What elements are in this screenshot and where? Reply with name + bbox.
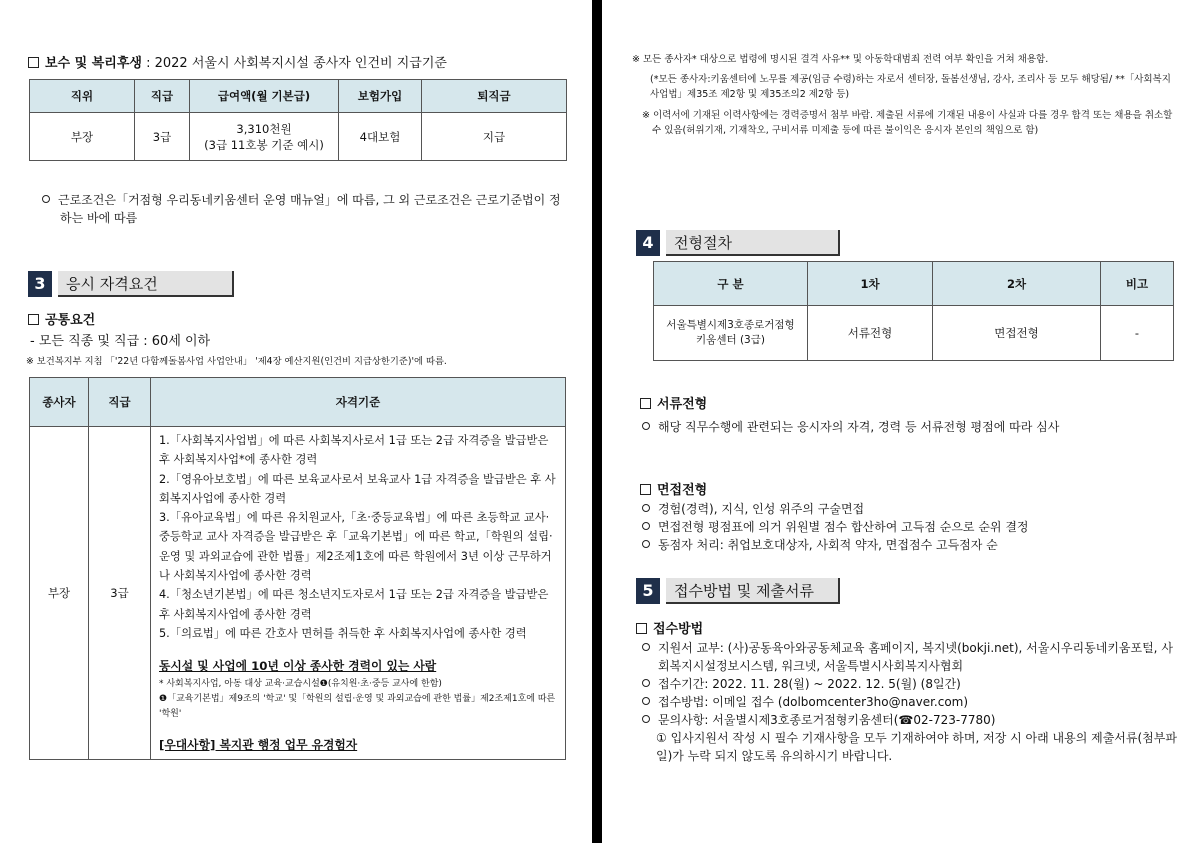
pay-severance: 지급 [422, 113, 567, 161]
note-line: (*모든 종사자:키움센터에 노무를 제공(임금 수령)하는 자로서 센터장, 돌봄선생님, 강사, 조리사 등 모두 해당됨/ **「사회복지사업법」제35조 제2항 및 제35조의2 제2항 등) [650, 74, 1171, 100]
checkbox-square-icon [640, 484, 651, 495]
qual-header-cell: 직급 [89, 378, 151, 427]
qual-sub-note: * 사회복지사업, 아동 대상 교육·교습시설❶(유치원·초·중등 교사에 한함) [159, 678, 442, 689]
interview-line: 동점자 처리: 취업보호대상자, 사회적 약자, 면접점수 고득점자 순 [642, 536, 1029, 554]
common-req-line: - 모든 직종 및 직급 : 60세 이하 [30, 334, 211, 349]
qual-grade: 3급 [89, 427, 151, 760]
pay-header-cell: 직급 [135, 80, 190, 113]
checkbox-square-icon [636, 623, 647, 634]
proc-header-cell: 구 분 [654, 262, 808, 306]
bullet-circle-icon [42, 195, 50, 203]
right-page [602, 0, 1200, 843]
bullet-circle-icon [642, 422, 650, 430]
pay-table [29, 79, 567, 161]
proc-note: - [1101, 306, 1174, 361]
pay-salary: 3,310천원 (3급 11호봉 기준 예시) [190, 113, 339, 161]
qual-criteria [151, 427, 566, 760]
left-page [0, 0, 592, 843]
checkbox-square-icon [28, 314, 39, 325]
doc-screen-line: 해당 직무수행에 관련되는 응시자의 자격, 경력 등 서류전형 평점에 따라 심사 [642, 418, 1059, 436]
qual-header-cell: 종사자 [30, 378, 89, 427]
receipt-line: 접수방법: 이메일 접수 (dolbomcenter3ho@naver.com) [642, 693, 1178, 711]
receipt-lines [642, 639, 1178, 765]
procedure-table [653, 261, 1174, 361]
receipt-line: 문의사항: 서울별시제3호종로거점형키움센터(☎02-723-7780) [642, 711, 1178, 729]
bullet-circle-icon [642, 679, 650, 687]
pay-grade: 3급 [135, 113, 190, 161]
note-line: ※ 이력서에 기재된 이력사항에는 경력증명서 첨부 바람. 제출된 서류에 기재된 내용이 사실과 다를 경우 합격 또는 채용을 취소할 수 있음(허위기재, 기재착오, 구비서류 미제출 등에 따른 불이익은 응시자 본인의 책임으로 함) [642, 110, 1173, 136]
common-req-note: ※ 보건복지부 지침 「'22년 다함께돌봄사업 사업안내」 '제4장 예산지원(인건비 지급상한기준)'에 따름. [26, 356, 447, 367]
work-note: 근로조건은「거점형 우리동네키움센터 운영 매뉴얼」에 따름, 그 외 근로조건은 근로기준법이 정하는 바에 따름 [42, 191, 568, 227]
qual-sub-note: ❶「교육기본법」제9조의 '학교' 및「학원의 설립·운영 및 과외교습에 관한 법률」제2조제1호에 따른 '학원' [159, 693, 556, 719]
bullet-circle-icon [642, 715, 650, 723]
bullet-circle-icon [642, 540, 650, 548]
pay-header-cell: 보험가입 [339, 80, 422, 113]
receipt-label: 접수방법 [636, 618, 703, 637]
pay-header-cell: 퇴직금 [422, 80, 567, 113]
interview-line: 경험(경력), 지식, 인성 위주의 구술면접 [642, 500, 1029, 518]
bullet-circle-icon [642, 522, 650, 530]
pay-header-cell: 급여액(월 기본급) [190, 80, 339, 113]
common-req-label: 공통요건 [28, 309, 95, 328]
proc-header-cell: 1차 [808, 262, 933, 306]
qual-item: 5.「의료법」에 따른 간호사 면허를 취득한 후 사회복지사업에 종사한 경력 [159, 626, 527, 640]
interview-line: 면접전형 평점표에 의거 위원별 점수 합산하여 고득점 순으로 순위 결정 [642, 518, 1029, 536]
section4-number: 4 [636, 230, 660, 256]
proc-first: 서류전형 [808, 306, 933, 361]
qualification-table [29, 377, 566, 760]
note-line: ※ 모든 종사자* 대상으로 법령에 명시된 결격 사유** 및 아동학대범죄 전력 여부 확인을 거쳐 채용함. [632, 54, 1049, 65]
checkbox-square-icon [640, 398, 651, 409]
interview-label: 면접전형 [640, 479, 707, 498]
proc-header-cell: 2차 [933, 262, 1101, 306]
receipt-sub: ① 입사지원서 작성 시 필수 기재사항을 모두 기재하여야 하며, 저장 시 아래 내용의 제출서류(첨부파일)가 누락 되지 않도록 유의하시기 바랍니다. [656, 731, 1177, 763]
bullet-circle-icon [642, 504, 650, 512]
qual-position: 부장 [30, 427, 89, 760]
qual-emphasis: 동시설 및 사업에 10년 이상 종사한 경력이 있는 사람 [159, 659, 437, 674]
qual-item: 2.「영유아보호법」에 따른 보육교사로서 보육교사 1급 자격증을 발급받은 후 사회복지사업에 종사한 경력 [159, 472, 556, 505]
section5-title: 접수방법 및 제출서류 [666, 578, 840, 604]
bullet-circle-icon [642, 697, 650, 705]
qual-header-cell: 자격기준 [151, 378, 566, 427]
proc-org: 서울특별시제3호종로거점형 키움센터 (3급) [654, 306, 808, 361]
bullet-circle-icon [642, 643, 650, 651]
doc-screen-label: 서류전형 [640, 393, 707, 412]
pay-header-cell: 직위 [30, 80, 135, 113]
qual-preferred: [우대사항] 복지관 행정 업무 유경험자 [159, 737, 358, 752]
qual-item: 1.「사회복지사업법」에 따른 사회복지사로서 1급 또는 2급 자격증을 발급받은 후 사회복지사업*에 종사한 경력 [159, 434, 549, 467]
receipt-line: 접수기간: 2022. 11. 28(월) ~ 2022. 12. 5(월) (8일간) [642, 675, 1178, 693]
pay-header: 보수 및 복리후생 : 2022 서울시 사회복지시설 종사자 인건비 지급기준 [28, 52, 447, 71]
checkbox-square-icon [28, 57, 39, 68]
section3-number: 3 [28, 271, 52, 297]
pay-insurance: 4대보험 [339, 113, 422, 161]
receipt-line: 지원서 교부: (사)공동육아와공동체교육 홈페이지, 복지넷(bokji.net), 서울시우리동네키움포털, 사회복지시설정보시스템, 워크넷, 서울특별시사회복지사협회 [642, 639, 1178, 675]
section5-number: 5 [636, 578, 660, 604]
proc-header-cell: 비고 [1101, 262, 1174, 306]
qual-item: 4.「청소년기본법」에 따른 청소년지도자로서 1급 또는 2급 자격증을 발급받은 후 사회복지사업에 종사한 경력 [159, 588, 549, 621]
qual-item: 3.「유아교육법」에 따른 유치원교사,「초·중등교육법」에 따른 초등학교 교사·중등학교 교사 자격증을 발급받은 후「교육기본법」에 따른 학교,「학원의 설립·운영 및 과외교습에 관한 법률」제2조제1호에 따른 학원에서 3년 이상 근무하거나 사회복지사업에 종사한 경력 [159, 511, 553, 583]
proc-second: 면접전형 [933, 306, 1101, 361]
section4-title: 전형절차 [666, 230, 840, 256]
pay-position: 부장 [30, 113, 135, 161]
interview-lines [642, 500, 1029, 554]
section3-title: 응시 자격요건 [58, 271, 234, 297]
